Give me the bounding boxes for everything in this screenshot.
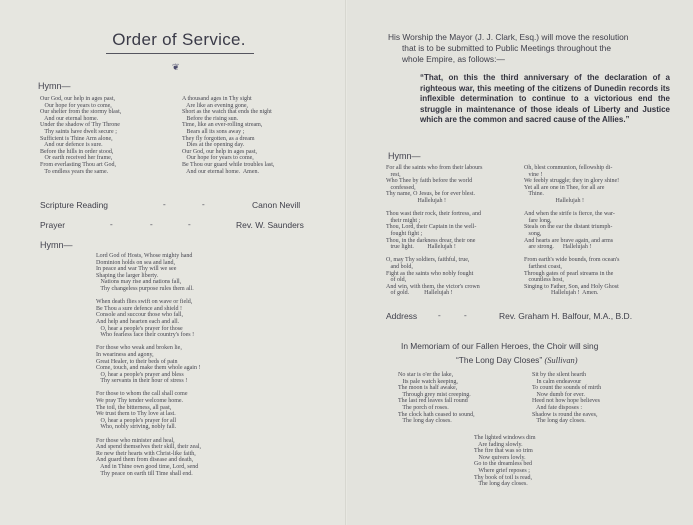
- memoriam-line: In Memoriam of our Fallen Heroes, the Choir will sing: [401, 341, 599, 351]
- song-composer: (Sullivan): [544, 356, 578, 365]
- prayer-label: Prayer: [40, 220, 66, 230]
- song-verse-1: No star is o'er the lake, Its pale watch keeping, The moon is half awake, Through grey mist creeping. The last red leaves fall round The porch of roses. The clock hath ceased to sound, The long day closes.: [398, 372, 475, 425]
- hymn-heading-2: Hymn—: [40, 240, 73, 250]
- dash: -: [188, 220, 191, 229]
- song-verse-2: Sit by the silent hearth In calm endeavour To count the sounds of mirth Now dumb for ever. Heed not how hope believes And fate disposes : Shadow is round the eaves, The long day closes.: [532, 372, 602, 425]
- hymn-1-column-2: A thousand ages in Thy sight Are like an evening gone, Short as the watch that ends the night Before the rising sun. Time, like an ever-rolling stream, Bears all its sons away ; They fly forgotten, as a dream Dies at the opening day. Our God, our help in ages past, Our hope for years to come, Be Thou our guard while troubles last, And our eternal home. Amen.: [182, 96, 275, 175]
- song-title-text: “The Long Day Closes”: [456, 355, 543, 365]
- page-title: Order of Service.: [112, 30, 246, 49]
- dash: -: [438, 311, 441, 320]
- hymn-3-column-1: For all the saints who from their labours rest, Who Thee by faith before the world confessed, Thy name, O Jesus, be for ever blest. Hallelujah ! Thou wast their rock, their fortress, and their might ; Thou, Lord, their Captain in the well- fought fight ; Thou, in the darkness drear, their one true light. Hallelujah ! O, may Thy soldiers, faithful, true, and bold, Fight as the saints who nobly fought of old, And win, with them, the victor's crown of gold. Hallelujah !: [386, 165, 483, 297]
- dash: -: [202, 200, 205, 209]
- dash: -: [464, 311, 467, 320]
- dash: -: [163, 200, 166, 209]
- hymn-heading-3: Hymn—: [388, 151, 421, 161]
- resolution-text: “That, on this the third anniversary of the declaration of a righteous war, this meeting of the citizens of Dunedin records its inflexible determination to continue to a victorious end the struggle in maintenance of those ideals of Liberty and Justice which are the common and sacred cause of the Allies.”: [420, 73, 670, 125]
- scripture-reader-name: Canon Nevill: [252, 200, 301, 210]
- dash: -: [150, 220, 153, 229]
- scripture-reading-label: Scripture Reading: [40, 200, 109, 210]
- prayer-leader-name: Rev. W. Saunders: [236, 220, 304, 230]
- resolution-intro: His Worship the Mayor (J. J. Clark, Esq.) will move the resolution that is to be submitted to Public Meetings throughout the whole Empire, as follows:—: [388, 32, 629, 65]
- dash: -: [110, 220, 113, 229]
- address-speaker-name: Rev. Graham H. Balfour, M.A., B.D.: [499, 311, 633, 321]
- hymn-3-column-2: Oh, blest communion, fellowship di- vine ! We feebly struggle; they in glory shine! Yet all are one in Thee, for all are Thine. Hallelujah ! And when the strife is fierce, the war- fare long, Steals on the ear the distant triumph- song, And hearts are brave again, and arms are strong. Hallelujah ! From earth's wide bounds, from ocean's farthest coast, Through gates of pearl streams in the countless host, Singing to Father, Son, and Holy Ghost Hallelujah ! Amen.: [524, 165, 620, 297]
- fleuron-icon: ❦: [172, 62, 180, 72]
- hymn-1-column-1: Our God, our help in ages past, Our hope for years to come, Our shelter from the stormy blast, And our eternal home. Under the shadow of Thy Throne Thy saints have dwelt secure ; Sufficient is Thine Arm alone, And our defence is sure. Before the hills in order stood, Or earth received her frame, From everlasting Thou art God, To endless years the same.: [40, 96, 122, 175]
- hymn-2-text: Lord God of Hosts, Whose mighty hand Dominion holds on sea and land, In peace and war Thy will we see Shaping the larger liberty. Nations may rise and nations fall, Thy changeless purpose rules them all. When death flies swift on wave or field, Be Thou a sure defence and shield ! Console and succour those who fall, And help and hearten each and all. O, hear a people's prayer for those Who fearless face their country's foes ! For those who weak and broken lie, In weariness and agony, Great Healer, to their beds of pain Come, touch, and make them whole again ! O, hear a people's prayer and bless Thy servants in their hour of stress ! For those to whom the call shall come We pray Thy tender welcome home. The toil, the bitterness, all past, We trust them to Thy love at last. O, hear a people's prayer for all Who, nobly striving, nobly fall. For those who minister and heal, And spend themselves their skill, their zeal, Re new their hearts with Christ-like faith, And guard them from disease and death, And in Thine own good time, Lord, send Thy peace on earth till Time shall end.: [96, 253, 201, 477]
- song-title: [456, 355, 577, 365]
- address-label: Address: [386, 311, 418, 321]
- title-underline: [106, 53, 254, 54]
- left-page: [0, 0, 346, 525]
- hymn-heading-1: Hymn—: [38, 81, 71, 91]
- song-verse-3: The lighted windows dim Are fading slowly. The fire that was so trim Now quivers lowly. Go to the dreamless bed Where grief reposes ; Thy book of toil is read, The long day closes.: [474, 435, 536, 488]
